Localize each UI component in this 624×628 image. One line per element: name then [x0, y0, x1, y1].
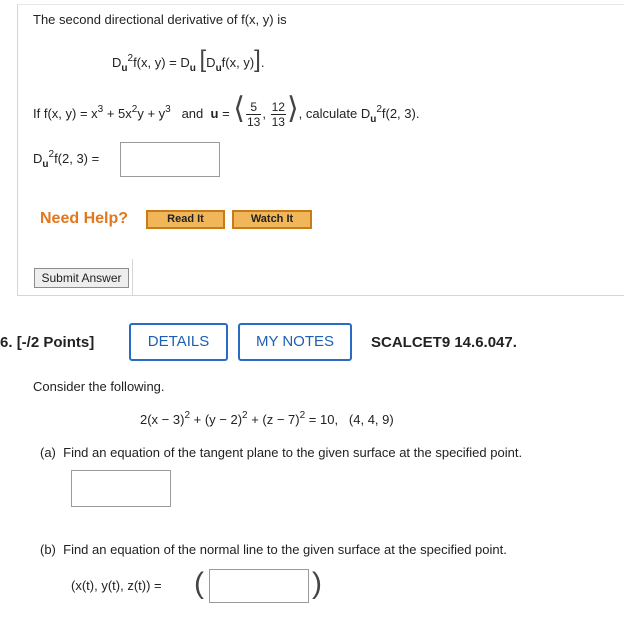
and-text: and	[181, 106, 204, 121]
watch-it-button[interactable]: Watch It	[232, 210, 312, 229]
q5-answer-label: $D_u^2f(2$, 3) =	[33, 149, 100, 170]
ans-sup-2: 2	[48, 149, 55, 160]
right-angle: ⟩	[286, 92, 299, 125]
frac2-den: 13	[271, 115, 285, 130]
param-right-paren: )	[312, 567, 322, 600]
param-left-paren: (	[194, 567, 204, 600]
part-a	[40, 445, 522, 460]
eq-c: + (z − 7)	[247, 412, 300, 427]
formula-d: D	[112, 55, 122, 70]
formula-inner-d: D	[206, 55, 216, 70]
calc-rest: f(2, 3).	[381, 106, 420, 121]
part-a-label: (a)	[40, 445, 56, 460]
formula-inner-rest: f(x, y)	[221, 55, 255, 70]
q5-intro: The second directional derivative of f(x, y) is	[33, 12, 287, 27]
frac2-num: 12	[271, 100, 285, 115]
calc-sup-2: 2	[376, 104, 382, 115]
formula-sub-u2: u	[189, 63, 196, 74]
sup-2a: 2	[131, 104, 138, 115]
q6-points: [-/2 Points]	[16, 334, 95, 351]
eq-sup2: 2	[242, 410, 248, 421]
q6-number: 6.	[0, 334, 13, 351]
frac-1	[246, 100, 261, 129]
q5-if-line: If f(x, $y) = x^3 + 5x^2y + y^3$ and u = ⟨ $\frac{5}{13}$ , $\frac{12}{13}$ ⟩, calculate $D_u^2f(2$, 3).	[33, 92, 420, 130]
q6-code: SCALCET9 14.6.047.	[371, 334, 517, 351]
part-b-text: Find an equation of the normal line to the given surface at the specified point.	[63, 542, 507, 557]
need-help-label: Need Help?	[40, 210, 129, 227]
part-a-text: Find an equation of the tangent plane to the given surface at the specified point.	[63, 445, 523, 460]
right-bracket: ]	[254, 46, 261, 73]
q5-formula: $D_u^2f(x$, $y) = D_u$ [$D_uf(x$, y)].	[112, 46, 265, 74]
calc-sub-u: u	[370, 114, 377, 125]
formula-sup-2: 2	[127, 53, 134, 64]
left-angle: ⟨	[233, 92, 245, 125]
sup-3b: 3	[165, 104, 171, 115]
formula-sub-u3: u	[215, 63, 222, 74]
ans-sub-u: u	[42, 159, 49, 170]
eq-a: 2(x − 3)	[140, 412, 185, 427]
question-5-card	[17, 4, 624, 296]
calc-text: calculate D	[305, 106, 371, 121]
eq-point: (4, 4, 9)	[348, 412, 394, 427]
formula-sub-u: u	[121, 63, 128, 74]
frac1-num: 5	[246, 100, 261, 115]
eq-d: = 10,	[305, 412, 339, 427]
q6-equation	[140, 412, 394, 427]
q5-answer-input[interactable]	[120, 142, 220, 177]
read-it-button[interactable]: Read It	[146, 210, 225, 229]
part-b-label: (b)	[40, 542, 56, 557]
frac1-den: 13	[247, 115, 261, 130]
eq-sup1: 2	[184, 410, 190, 421]
param-label: (x(t), y(t), z(t)) =	[71, 578, 162, 593]
left-bracket: [	[199, 46, 207, 73]
frac-2	[271, 100, 286, 129]
if-text: If f(x, y) = x	[33, 106, 98, 121]
q6-consider: Consider the following.	[33, 379, 165, 394]
part-a-input[interactable]	[71, 470, 171, 507]
sup-3a: 3	[97, 104, 104, 115]
poly-mid2: y + y	[137, 106, 166, 121]
submit-answer-button[interactable]: Submit Answer	[34, 268, 129, 288]
my-notes-button[interactable]: MY NOTES	[238, 323, 352, 361]
eq-sup3: 2	[299, 410, 306, 421]
eq-b: + (y − 2)	[190, 412, 243, 427]
poly-mid: + 5x	[103, 106, 132, 121]
q6-header	[0, 334, 94, 351]
part-b-input[interactable]	[209, 569, 309, 603]
answer-label-rest: f(2, 3) =	[54, 151, 100, 166]
details-button[interactable]: DETAILS	[129, 323, 228, 361]
formula-rest: f(x, y) = D	[133, 55, 190, 70]
part-b	[40, 542, 507, 557]
